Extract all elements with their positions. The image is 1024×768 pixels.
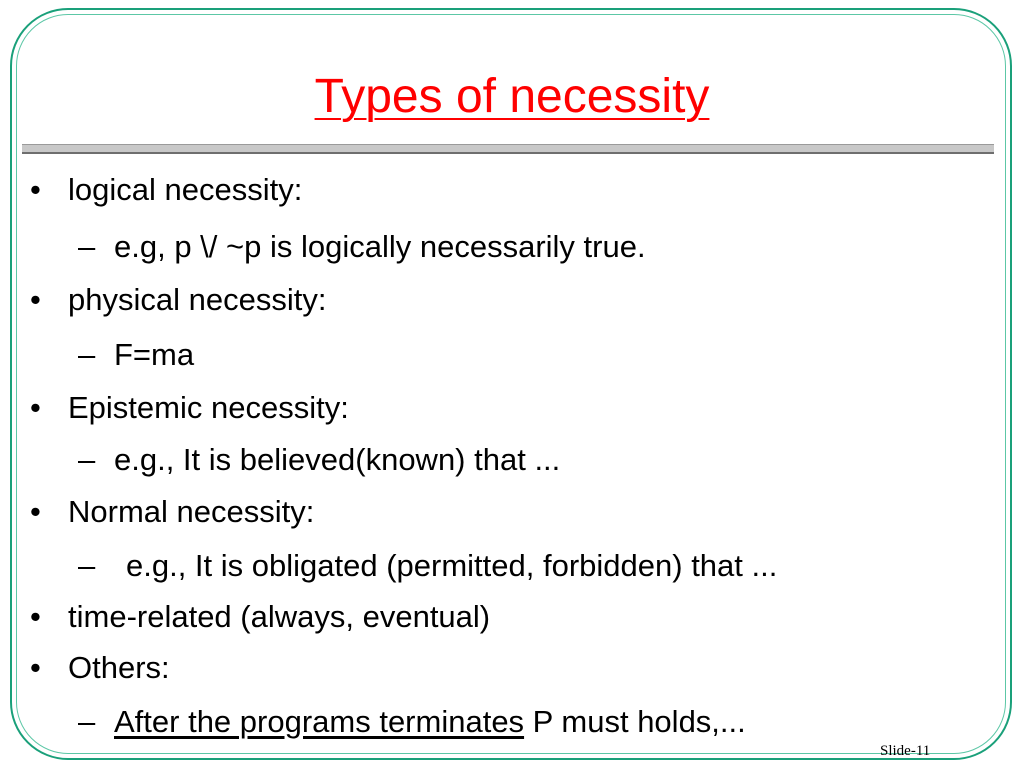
sub-bullet-text: e.g., It is believed(known) that ... xyxy=(114,442,561,477)
sub-bullet-rest: P must holds,... xyxy=(524,704,746,739)
bullet-text: time-related (always, eventual) xyxy=(68,599,491,634)
title-divider xyxy=(22,144,994,154)
bullet-marker: • xyxy=(30,390,41,425)
bullet-text: Epistemic necessity: xyxy=(68,390,349,425)
bullet-text: Others: xyxy=(68,650,170,685)
sub-bullet-text: e.g., It is obligated (permitted, forbidden) that ... xyxy=(126,548,778,583)
sub-bullet-text xyxy=(114,702,746,742)
sub-bullet-dash: – xyxy=(78,337,96,372)
bullet-marker: • xyxy=(30,650,41,685)
bullet-marker: • xyxy=(30,172,41,207)
bullet-marker: • xyxy=(30,494,41,529)
bullet-text: logical necessity: xyxy=(68,172,303,207)
bullet-text: Normal necessity: xyxy=(68,494,315,529)
bullet-marker: • xyxy=(30,599,41,634)
slide-title: Types of necessity xyxy=(314,70,710,123)
slide-number: Slide-11 xyxy=(880,743,931,759)
sub-bullet-dash: – xyxy=(78,548,96,583)
sub-bullet-dash: – xyxy=(78,442,96,477)
underlined-phrase: After the programs terminates xyxy=(114,704,525,739)
sub-bullet-text: e.g, p \/ ~p is logically necessarily true. xyxy=(114,229,646,264)
sub-bullet-dash: – xyxy=(78,704,96,739)
sub-bullet-text: F=ma xyxy=(114,337,195,372)
bullet-marker: • xyxy=(30,282,41,317)
bullet-text: physical necessity: xyxy=(68,282,327,317)
sub-bullet-dash: – xyxy=(78,229,96,264)
